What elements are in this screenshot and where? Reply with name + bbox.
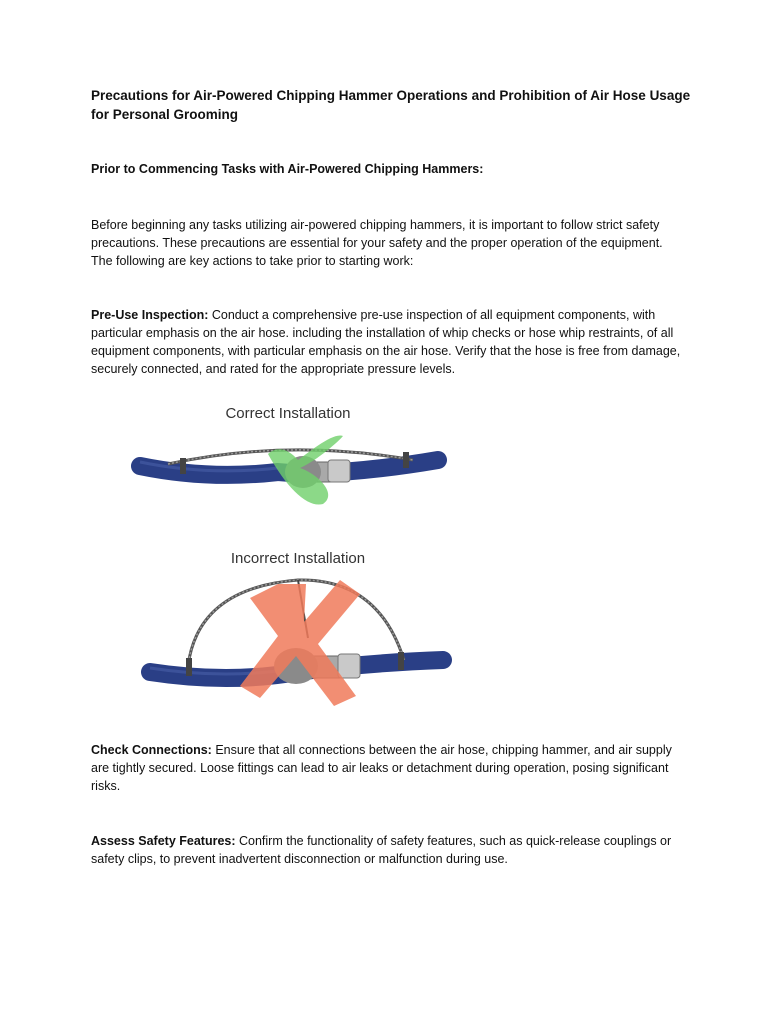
safety-text: Confirm the functionality of safety features, such as quick-release couplings or safety clips, to prevent inadvertent disconnection or malfunction during use. <box>91 834 672 866</box>
section-heading: Prior to Commencing Tasks with Air-Powered Chipping Hammers: <box>91 162 484 176</box>
connections-paragraph <box>91 741 681 795</box>
intro-paragraph: Before beginning any tasks utilizing air-powered chipping hammers, it is important to follow strict safety precautions. These precautions are essential for your safety and the proper operation of the equipment. The following are key actions to take prior to starting work: <box>91 218 663 268</box>
safety-label: Assess Safety Features: <box>91 834 236 848</box>
safety-paragraph <box>91 832 681 868</box>
whip-check-figure <box>128 398 458 710</box>
document-title: Precautions for Air-Powered Chipping Hammer Operations and Prohibition of Air Hose Usage for Personal Grooming <box>91 88 691 122</box>
inspection-paragraph <box>91 306 681 378</box>
incorrect-caption: Incorrect Installation <box>230 550 366 567</box>
inspection-text: Conduct a comprehensive pre-use inspection of all equipment components, with particular emphasis on the air hose. including the installation of whip checks or hose whip restraints, of all equipment components, with particular emphasis on the air hose. Verify that the hose is free from damage, securely connected, and rated for the appropriate pressure levels. <box>91 308 681 376</box>
incorrect-hose-illustration <box>150 580 443 706</box>
inspection-label: Pre-Use Inspection: <box>91 308 209 322</box>
connections-label: Check Connections: <box>91 743 212 757</box>
connections-text: Ensure that all connections between the air hose, chipping hammer, and air supply are tightly secured. Loose fittings can lead to air leaks or detachment during operation, posing significant risks. <box>91 743 672 793</box>
correct-hose-illustration <box>140 435 438 504</box>
correct-caption: Correct Installation <box>225 405 351 422</box>
